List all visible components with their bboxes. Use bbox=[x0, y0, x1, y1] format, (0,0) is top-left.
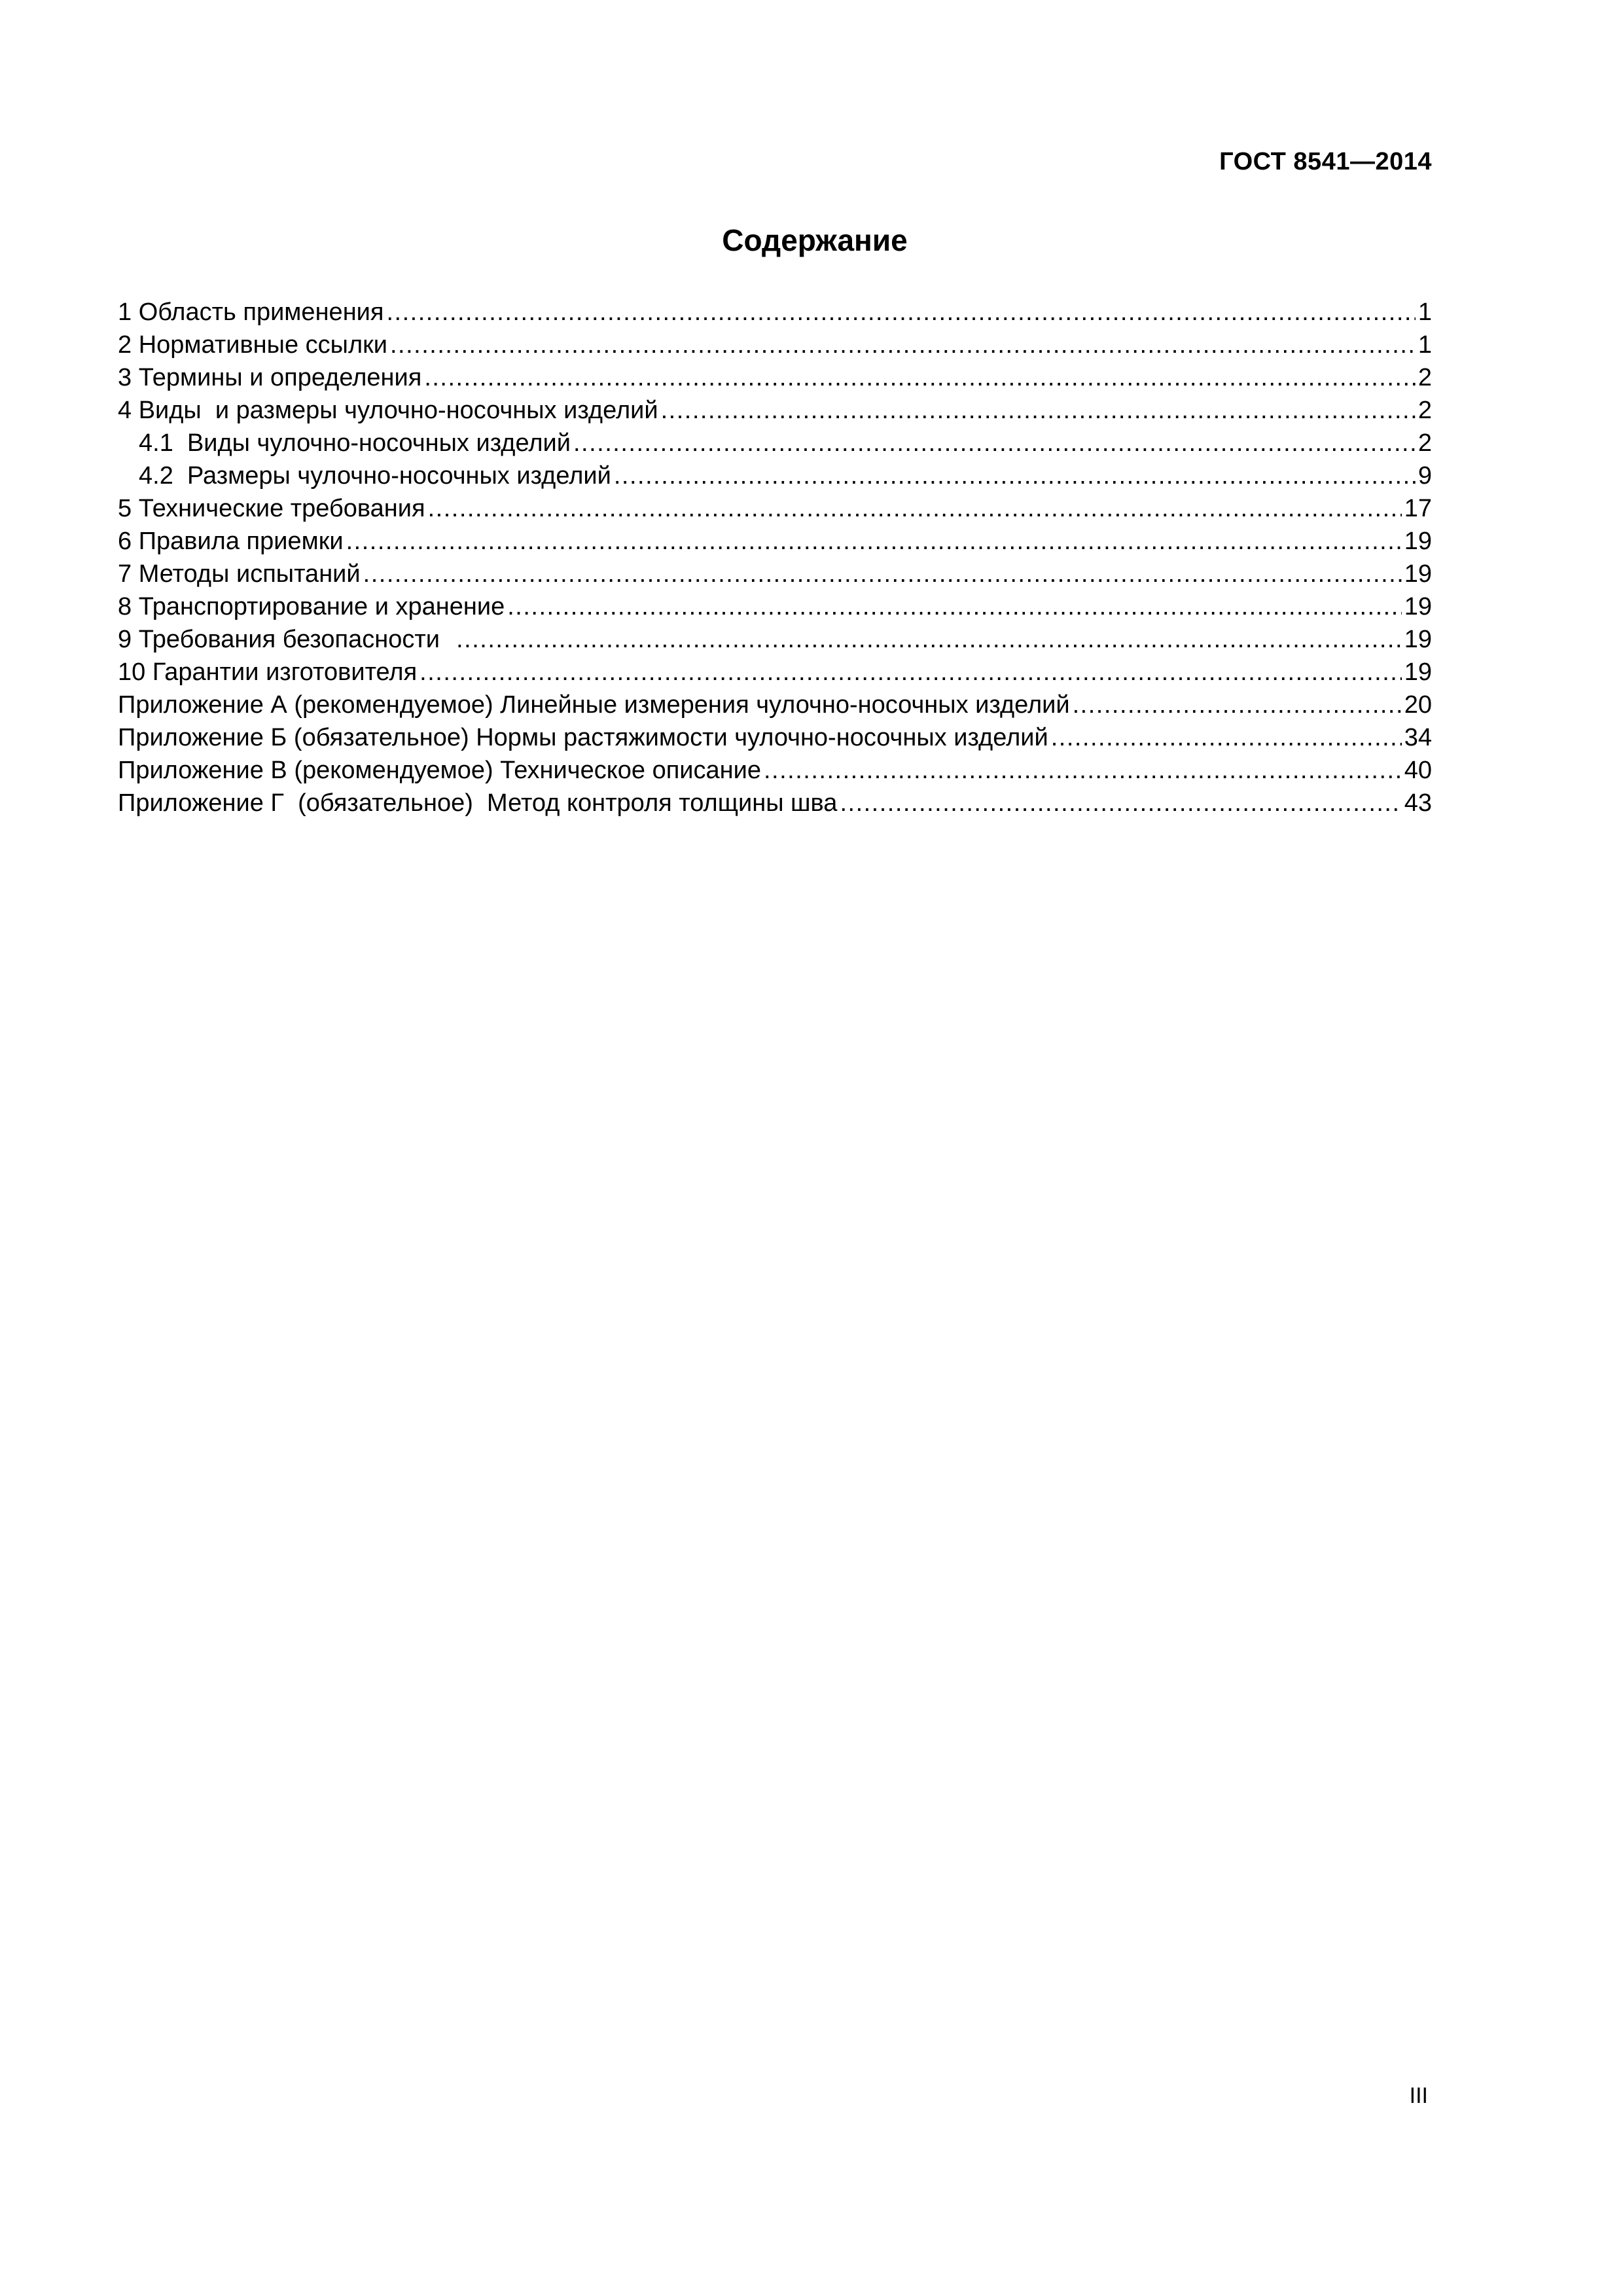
toc-entry-page: 1 bbox=[1418, 298, 1432, 326]
toc-entry-label: Приложение Б (обязательное) Нормы растяжимости чулочно-носочных изделий bbox=[118, 724, 1048, 751]
toc-entry-label: 10 Гарантии изготовителя bbox=[118, 658, 418, 686]
toc-entry-label: 8 Транспортирование и хранение bbox=[118, 593, 505, 620]
toc-entry[interactable] bbox=[118, 590, 1432, 623]
toc-leader-dots bbox=[507, 590, 1401, 623]
toc-entry-page: 17 bbox=[1404, 495, 1432, 522]
toc-entry[interactable] bbox=[118, 394, 1432, 427]
toc-leader-dots bbox=[424, 361, 1416, 394]
toc-entry-label: 4 Виды и размеры чулочно-носочных изделий bbox=[118, 397, 658, 424]
toc-entry-page: 40 bbox=[1404, 757, 1432, 784]
toc-entry-page: 19 bbox=[1404, 560, 1432, 588]
toc-entry-label: 4.1 Виды чулочно-носочных изделий bbox=[139, 429, 571, 457]
toc-entry-label: 3 Термины и определения bbox=[118, 364, 422, 391]
toc-leader-dots bbox=[573, 427, 1416, 459]
toc-entry-label: 6 Правила приемки bbox=[118, 528, 344, 555]
toc-leader-dots bbox=[386, 296, 1415, 329]
toc-entry-label: 7 Методы испытаний bbox=[118, 560, 361, 588]
toc-entry[interactable] bbox=[118, 754, 1432, 787]
toc-leader-dots bbox=[1073, 689, 1402, 721]
toc-entry[interactable] bbox=[118, 623, 1432, 656]
toc-entry-page: 19 bbox=[1404, 528, 1432, 555]
toc-leader-dots bbox=[764, 754, 1402, 787]
toc-entry[interactable] bbox=[118, 492, 1432, 525]
toc-entry[interactable] bbox=[118, 787, 1432, 819]
toc-leader-dots bbox=[428, 492, 1402, 525]
toc-entry-page: 2 bbox=[1418, 364, 1432, 391]
toc-entry-label: 4.2 Размеры чулочно-носочных изделий bbox=[139, 462, 611, 490]
toc-entry-label: Приложение Г (обязательное) Метод контроля толщины шва bbox=[118, 789, 838, 817]
toc-subentry[interactable] bbox=[118, 459, 1432, 492]
toc-leader-dots bbox=[614, 459, 1416, 492]
toc-entry[interactable] bbox=[118, 361, 1432, 394]
toc-entry[interactable] bbox=[118, 656, 1432, 689]
toc-entry-label: 5 Технические требования bbox=[118, 495, 425, 522]
toc-entry-page: 9 bbox=[1418, 462, 1432, 490]
toc-subentry[interactable] bbox=[118, 427, 1432, 459]
toc-entry-page: 19 bbox=[1404, 658, 1432, 686]
table-of-contents bbox=[118, 296, 1432, 819]
toc-leader-dots bbox=[419, 656, 1402, 689]
toc-leader-dots bbox=[456, 623, 1402, 656]
toc-title: Содержание bbox=[722, 223, 908, 257]
toc-entry[interactable] bbox=[118, 296, 1432, 329]
toc-entry-page: 1 bbox=[1418, 331, 1432, 359]
document-code: ГОСТ 8541—2014 bbox=[1219, 148, 1432, 175]
toc-entry-page: 2 bbox=[1418, 397, 1432, 424]
toc-entry-label: 9 Требования безопасности bbox=[118, 626, 454, 653]
toc-leader-dots bbox=[661, 394, 1416, 427]
toc-entry-page: 34 bbox=[1404, 724, 1432, 751]
toc-leader-dots bbox=[390, 329, 1416, 361]
toc-entry[interactable] bbox=[118, 689, 1432, 721]
toc-entry[interactable] bbox=[118, 525, 1432, 558]
toc-entry-page: 20 bbox=[1404, 691, 1432, 719]
toc-entry-label: Приложение А (рекомендуемое) Линейные измерения чулочно-носочных изделий bbox=[118, 691, 1070, 719]
toc-entry-page: 19 bbox=[1404, 593, 1432, 620]
toc-leader-dots bbox=[840, 787, 1401, 819]
toc-entry[interactable] bbox=[118, 558, 1432, 590]
toc-entry-label: 2 Нормативные ссылки bbox=[118, 331, 387, 359]
toc-entry-label: Приложение В (рекомендуемое) Техническое описание bbox=[118, 757, 761, 784]
page-number: III bbox=[1409, 2083, 1428, 2108]
toc-leader-dots bbox=[363, 558, 1402, 590]
toc-leader-dots bbox=[346, 525, 1402, 558]
toc-entry-label: 1 Область применения bbox=[118, 298, 384, 326]
toc-leader-dots bbox=[1051, 721, 1402, 754]
toc-entry[interactable] bbox=[118, 329, 1432, 361]
toc-entry-page: 43 bbox=[1404, 789, 1432, 817]
toc-entry[interactable] bbox=[118, 721, 1432, 754]
toc-entry-page: 2 bbox=[1418, 429, 1432, 457]
toc-entry-page: 19 bbox=[1404, 626, 1432, 653]
